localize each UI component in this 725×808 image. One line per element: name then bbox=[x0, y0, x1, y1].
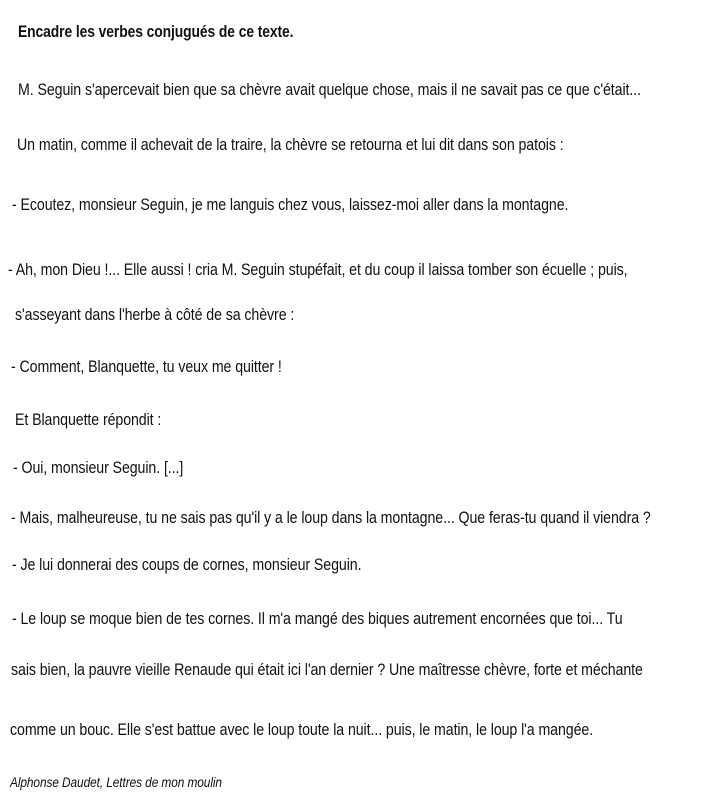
source-citation: Alphonse Daudet, Lettres de mon moulin bbox=[10, 775, 222, 790]
text-line-3: - Ecoutez, monsieur Seguin, je me languis chez vous, laissez-moi aller dans la montagne. bbox=[12, 196, 569, 214]
text-line-1: M. Seguin s'apercevait bien que sa chèvre avait quelque chose, mais il ne savait pas ce que c'était... bbox=[18, 81, 641, 99]
text-line-11: - Le loup se moque bien de tes cornes. Il m'a mangé des biques autrement encornées que toi... Tu bbox=[12, 610, 623, 628]
text-line-13: comme un bouc. Elle s'est battue avec le loup toute la nuit... puis, le matin, le loup l'a mangée. bbox=[10, 721, 594, 739]
text-line-2: Un matin, comme il achevait de la traire, la chèvre se retourna et lui dit dans son patois : bbox=[17, 136, 564, 154]
text-line-9: - Mais, malheureuse, tu ne sais pas qu'il y a le loup dans la montagne... Que feras-tu quand il viendra ? bbox=[11, 509, 651, 527]
text-line-4: - Ah, mon Dieu !... Elle aussi ! cria M. Seguin stupéfait, et du coup il laissa tomber son écuelle ; puis, bbox=[8, 261, 628, 279]
text-line-10: - Je lui donnerai des coups de cornes, monsieur Seguin. bbox=[12, 556, 362, 574]
text-line-8: - Oui, monsieur Seguin. [...] bbox=[13, 459, 184, 477]
text-line-6: - Comment, Blanquette, tu veux me quitter ! bbox=[11, 358, 282, 376]
text-line-7: Et Blanquette répondit : bbox=[15, 411, 162, 429]
instruction-title: Encadre les verbes conjugués de ce texte. bbox=[18, 23, 294, 41]
text-line-5: s'asseyant dans l'herbe à côté de sa chèvre : bbox=[15, 306, 295, 324]
text-line-12: sais bien, la pauvre vieille Renaude qui était ici l'an dernier ? Une maîtresse chèvre, forte et méchante bbox=[11, 661, 643, 679]
